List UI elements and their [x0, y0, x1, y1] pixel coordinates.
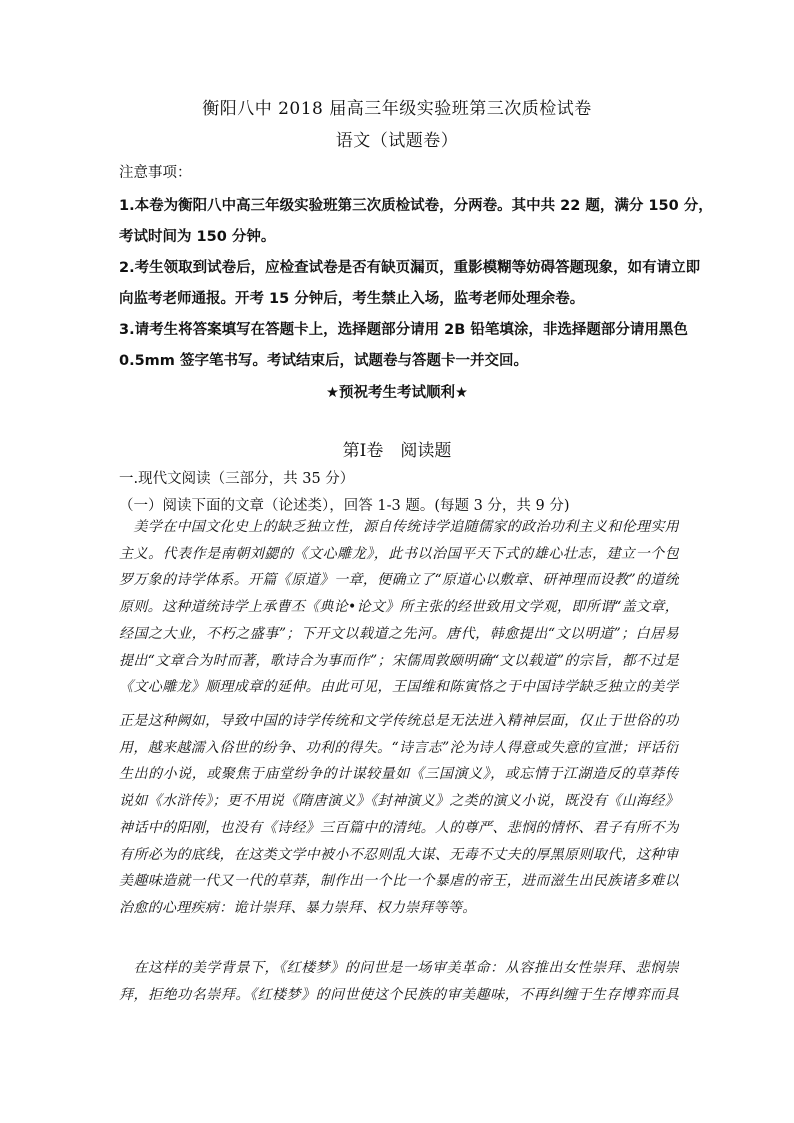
section-title: 第Ⅰ卷 阅读题	[342, 441, 452, 461]
notice-item-2-cont: 向监考老师通报。开考 15 分钟后，考生禁止入场，监考老师处理余卷。	[119, 291, 585, 307]
notice-item-3-cont: 0.5mm 签字笔书写。考试结束后，试题卷与答题卡一并交回。	[119, 353, 528, 369]
notice-item-1: 1.本卷为衡阳八中高三年级实验班第三次质检试卷，分两卷。其中共 22 题，满分 150 分，	[119, 198, 713, 214]
exam-title: 衡阳八中 2018 届高三年级实验班第三次质检试卷	[202, 99, 592, 119]
notice-item-3: 3.请考生将答案填写在答题卡上，选择题部分请用 2B 铅笔填涂，非选择题部分请用黑色	[119, 322, 688, 338]
notice-heading: 注意事项：	[119, 165, 192, 181]
passage-paragraph-3: 在这样的美学背景下，《红楼梦》的问世是一场审美革命：从容推出女性崇拜、悲悯崇拜，拒绝功名崇拜。《红楼梦》的问世使这个民族的审美趣味，不再纠缠于生存博弈而具	[119, 960, 679, 1003]
good-luck-wish: ★预祝考生考试顺利★	[326, 385, 468, 401]
passage-paragraph-1: 美学在中国文化史上的缺乏独立性，源自传统诗学追随儒家的政治功利主义和伦理实用主义。代表作是南朝刘勰的《文心雕龙》，此书以治国平天下式的雄心壮志，建立一个包罗万象的诗学体系。开篇《原道》一章，便确立了“原道心以敷章、研神理而设教”的道统原则。这种道统诗学上承曹丕《典论•论文》所主张的经世致用文学观，即所谓“盖文章，经国之大业，不朽之盛事”；下开文以载道之先河。唐代，韩愈提出“文以明道”；白居易提出“文章合为时而著，歌诗合为事而作”；宋儒周敦颐明确“文以载道”的宗旨，都不过是《文心雕龙》顺理成章的延伸。由此可见，王国维和陈寅恪之于中国诗学缺乏独立的美学	[119, 519, 679, 696]
notice-item-1-cont: 考试时间为 150 分钟。	[119, 229, 276, 245]
part-heading: 一.现代文阅读（三部分，共 35 分）	[119, 471, 355, 487]
sub-heading: （一）阅读下面的文章（论述类），回答 1-3 题。(每题 3 分，共 9 分)	[119, 498, 570, 514]
notice-item-2: 2.考生领取到试卷后，应检查试卷是否有缺页漏页，重影模糊等妨碍答题现象，如有请立即	[119, 260, 701, 276]
exam-subtitle: 语文（试题卷）	[335, 131, 459, 151]
passage-paragraph-2: 正是这种阙如，导致中国的诗学传统和文学传统总是无法进入精神层面，仅止于世俗的功用，越来越濡入俗世的纷争、功利的得失。“诗言志”沦为诗人得意或失意的宣泄；评话衍生出的小说，或聚焦于庙堂纷争的计谋较量如《三国演义》，或忘情于江湖造反的草莽传说如《水浒传》；更不用说《隋唐演义》《封神演义》之类的演义小说，既没有《山海经》神话中的阳刚，也没有《诗经》三百篇中的清纯。人的尊严、悲悯的情怀、君子有所不为有所必为的底线，在这类文学中被小不忍则乱大谋、无毒不丈夫的厚黑原则取代，这种审美趣味造就一代又一代的草莽，制作出一个比一个暴虐的帝王，进而滋生出民族诸多难以治愈的心理疾病：诡计崇拜、暴力崇拜、权力崇拜等等。	[119, 713, 679, 916]
